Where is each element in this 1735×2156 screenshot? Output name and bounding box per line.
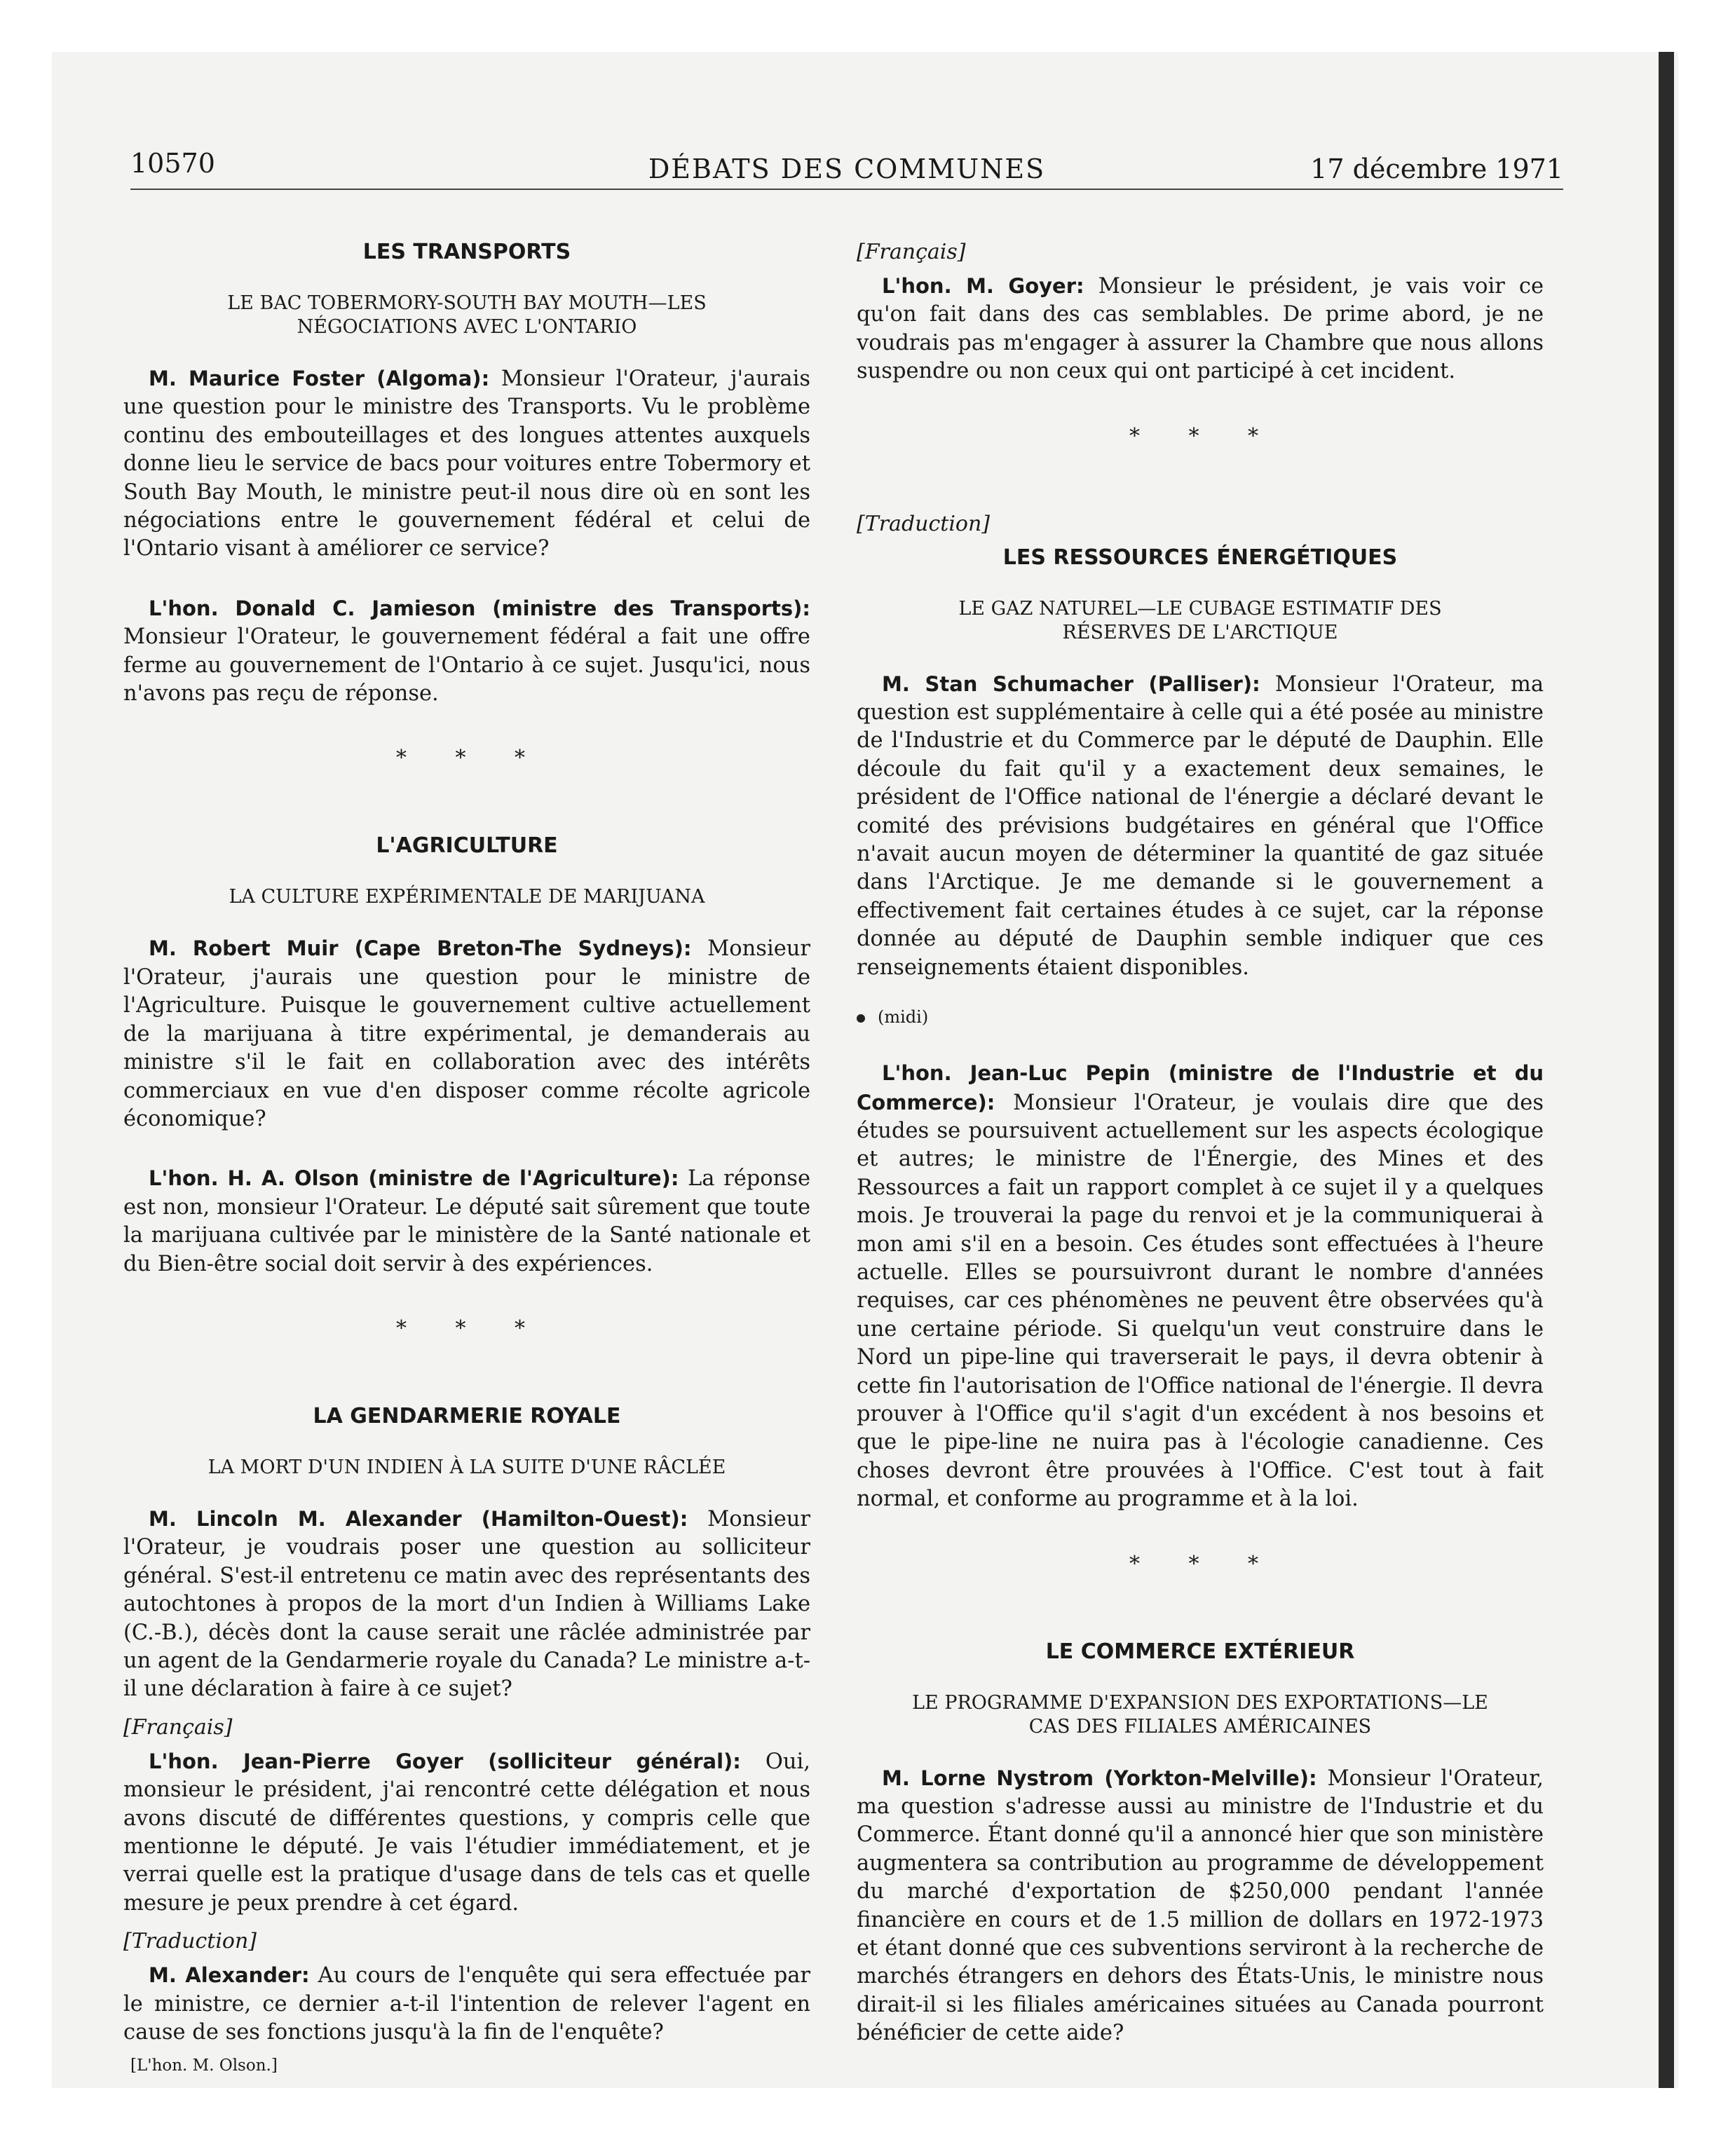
language-marker: [Français] — [857, 240, 966, 264]
subtitle-line-2: NÉGOCIATIONS AVEC L'ONTARIO — [297, 316, 637, 338]
speaker-name: L'hon. Jean-Luc Pepin (ministre de l'Industrie et du Commerce): — [857, 1061, 1544, 1114]
speech-nystrom — [857, 1764, 1544, 2048]
speaker-name: M. Alexander: — [149, 1963, 310, 1988]
issue-date: 17 décembre 1971 — [1310, 153, 1563, 184]
language-marker: [Traduction] — [123, 1929, 257, 1954]
speech-goyer-response — [857, 272, 1544, 386]
section-subtitle-energie — [857, 597, 1544, 645]
speaker-name: L'hon. Jean-Pierre Goyer (solliciteur général): — [149, 1749, 741, 1773]
speech-text: La réponse est non, monsieur l'Orateur. Le député sait sûrement que toute la marijuana cultivée par le ministère de la Santé nationale et du Bien-être social doit servir à des expériences. — [123, 1166, 810, 1276]
subtitle-line-2: RÉSERVES DE L'ARCTIQUE — [1062, 621, 1338, 643]
spacer — [123, 564, 810, 594]
section-separator: * * * — [1129, 423, 1280, 449]
spacer — [123, 1133, 810, 1164]
section-title-energie: LES RESSOURCES ÉNERGÉTIQUES — [1002, 545, 1398, 570]
section-title-agriculture: L'AGRICULTURE — [376, 833, 558, 859]
speaker-name: M. Stan Schumacher (Palliser): — [882, 671, 1260, 696]
subtitle-line-1: LE GAZ NATUREL—LE CUBAGE ESTIMATIF DES — [958, 597, 1442, 620]
speech-olson — [123, 1164, 810, 1278]
section-subtitle-commerce — [857, 1691, 1544, 1739]
speech-text: Monsieur l'Orateur, ma question est supplémentaire à celle qui a été posée au ministre de l'Industrie et du Commerce par le député de Dauphin. Elle découle du fait qu'il y a exactement deux semaines, le président de l'Office national de l'énergie a déclaré devant le comité des prévisions budgétaires en général que l'Office n'avait aucun moyen de déterminer la quantité de gaz située dans l'Arctique. Je me demande si le gouvernement a effectivement fait certaines études à ce sujet, car la réponse donnée au député de Dauphin semble indiquer que ces renseignements étaient disponibles. — [857, 671, 1544, 980]
speaker-name: L'hon. Donald C. Jamieson (ministre des Transports): — [149, 596, 810, 620]
speech-text: Monsieur l'Orateur, je voulais dire que des études se poursuivent actuellement sur les aspects écologique et autres; le ministre de l'Énergie, des Mines et des Ressources a fait un rapport complet à ce sujet il y a quelques mois. Je trouverai la page du renvoi et je la communiquerai à mon ami s'il en a besoin. Ces études sont effectuées à l'heure actuelle. Elles se poursuivront durant le nombre d'années requises, car ces phénomènes ne peuvent être observées qu'à une certaine période. Si quelqu'un veut construire dans le Nord un pipe-line qui traverserait le pays, il devra obtenir à cette fin l'autorisation de l'Office national de l'énergie. Il devra prouver à l'Office qu'il s'agit d'un excédent à nos besoins et que le pipe-line ne nuira pas à l'écologie canadienne. Ces choses devront être prouvées à l'Office. C'est tout à fait normal, et conforme au programme et à la loi. — [857, 1090, 1544, 1512]
running-footer: [L'hon. M. Olson.] — [130, 2056, 278, 2075]
speech-goyer — [123, 1747, 810, 1918]
speaker-name: L'hon. M. Goyer: — [882, 274, 1084, 298]
speech-text: Oui, monsieur le président, j'ai rencontré cette délégation et nous avons discuté de différentes questions, y compris celle que mentionne le député. Je vais l'étudier immédiatement, et je verrai quelle est la pratique d'usage dans de tels cas et quelle mesure je peux prendre à cet égard. — [123, 1749, 810, 1916]
speech-jamieson — [123, 594, 810, 709]
section-subtitle-agriculture: LA CULTURE EXPÉRIMENTALE DE MARIJUANA — [229, 886, 705, 908]
language-marker: [Traduction] — [857, 511, 991, 536]
speech-text: Monsieur le président, je vais voir ce qu'on fait dans des cas semblables. De prime abord, je ne voudrais pas m'engager à assurer la Chambre que nous allons suspendre ou non ceux qui ont participé à cet incident. — [857, 274, 1544, 384]
speech-text: Monsieur l'Orateur, ma question s'adresse aussi au ministre de l'Industrie et du Commerce. Étant donné qu'il a annoncé hier que son ministère augmentera sa contribution au programme de développement du marché d'exportation de $250,000 pendant l'année financière en cours et de 1.5 million de dollars en 1972-1973 et étant donné que ces subventions serviront à la recherche de marchés étrangers en dehors des États-Unis, le ministre nous dirait-il si les filiales américaines situées au Canada pourront bénéficier de cette aide? — [857, 1766, 1544, 2046]
speaker-name: M. Lincoln M. Alexander (Hamilton-Ouest): — [149, 1506, 688, 1531]
section-separator: * * * — [1129, 1551, 1280, 1576]
speech-text: Monsieur l'Orateur, je voudrais poser une question au solliciteur général. S'est-il entretenu ce matin avec des représentants des autochtones à propos de la mort d'un Indien à Williams Lake (C.-B.), décès dont la cause serait une râclée administrée par un agent de la Gendarmerie royale du Canada? Le ministre a-t-il une déclaration à faire à ce sujet? — [123, 1506, 810, 1702]
subtitle-line-1: LE PROGRAMME D'EXPANSION DES EXPORTATIONS—LE — [912, 1691, 1488, 1714]
section-subtitle-transports — [123, 292, 810, 339]
section-title-commerce: LE COMMERCE EXTÉRIEUR — [1045, 1639, 1355, 1664]
bullet-icon — [857, 1014, 865, 1023]
speech-text: Au cours de l'enquête qui sera effectuée par le ministre, ce dernier a-t-il l'intention de relever l'agent en cause de ses fonctions jusqu'à la fin de l'enquête? — [123, 1963, 810, 2045]
speaker-name: M. Maurice Foster (Algoma): — [149, 367, 490, 390]
speech-pepin — [857, 1059, 1544, 1514]
right-column — [857, 238, 1544, 2048]
language-marker: [Français] — [123, 1714, 233, 1740]
speech-text: Monsieur l'Orateur, j'aurais une question pour le ministre de l'Agriculture. Puisque le gouvernement cultive actuellement de la marijuana à titre expérimental, je demanderais au ministre s'il le fait en collaboration avec des intérêts commerciaux en vue d'en disposer comme récolte agricole économique? — [123, 936, 810, 1131]
speech-muir — [123, 934, 810, 1133]
binding-edge — [1659, 52, 1674, 2088]
section-subtitle-gendarmerie: LA MORT D'UN INDIEN À LA SUITE D'UNE RÂCLÉE — [207, 1456, 726, 1478]
subtitle-line-1: LE BAC TOBERMORY-SOUTH BAY MOUTH—LES — [227, 292, 707, 314]
speech-foster — [123, 364, 810, 564]
speech-alexander-followup — [123, 1961, 810, 2047]
time-label: (midi) — [878, 1007, 929, 1028]
speech-text: Monsieur l'Orateur, le gouvernement fédéral a fait une offre ferme au gouvernement de l'Ontario à ce sujet. Jusqu'ici, nous n'avons pas reçu de réponse. — [123, 625, 810, 707]
speaker-name: L'hon. H. A. Olson (ministre de l'Agriculture): — [149, 1166, 679, 1191]
subtitle-line-2: CAS DES FILIALES AMÉRICAINES — [1028, 1715, 1372, 1738]
section-separator: * * * — [395, 746, 547, 771]
publication-title: DÉBATS DES COMMUNES — [648, 153, 1046, 184]
speech-schumacher — [857, 670, 1544, 982]
left-column — [123, 238, 810, 2075]
section-title-transports: LES TRANSPORTS — [362, 240, 571, 264]
speaker-name: M. Robert Muir (Cape Breton-The Sydneys): — [149, 936, 692, 961]
speech-text: Monsieur l'Orateur, j'aurais une question pour le ministre des Transports. Vu le problème continu des embouteillages et des longues attentes auxquels donne lieu le service de bacs pour voitures entre Tobermory et South Bay Mouth, le ministre peut-il nous dire où en sont les négociations entre le gouvernement fédéral et celui de l'Ontario visant à améliorer ce service? — [123, 367, 811, 561]
section-title-gendarmerie: LA GENDARMERIE ROYALE — [313, 1403, 621, 1428]
section-separator: * * * — [395, 1316, 547, 1341]
speech-alexander — [123, 1505, 810, 1704]
time-marker — [857, 1007, 1544, 1027]
page-header — [130, 144, 1563, 190]
speaker-name: M. Lorne Nystrom (Yorkton-Melville): — [882, 1766, 1317, 1790]
page-number: 10570 — [130, 148, 215, 179]
